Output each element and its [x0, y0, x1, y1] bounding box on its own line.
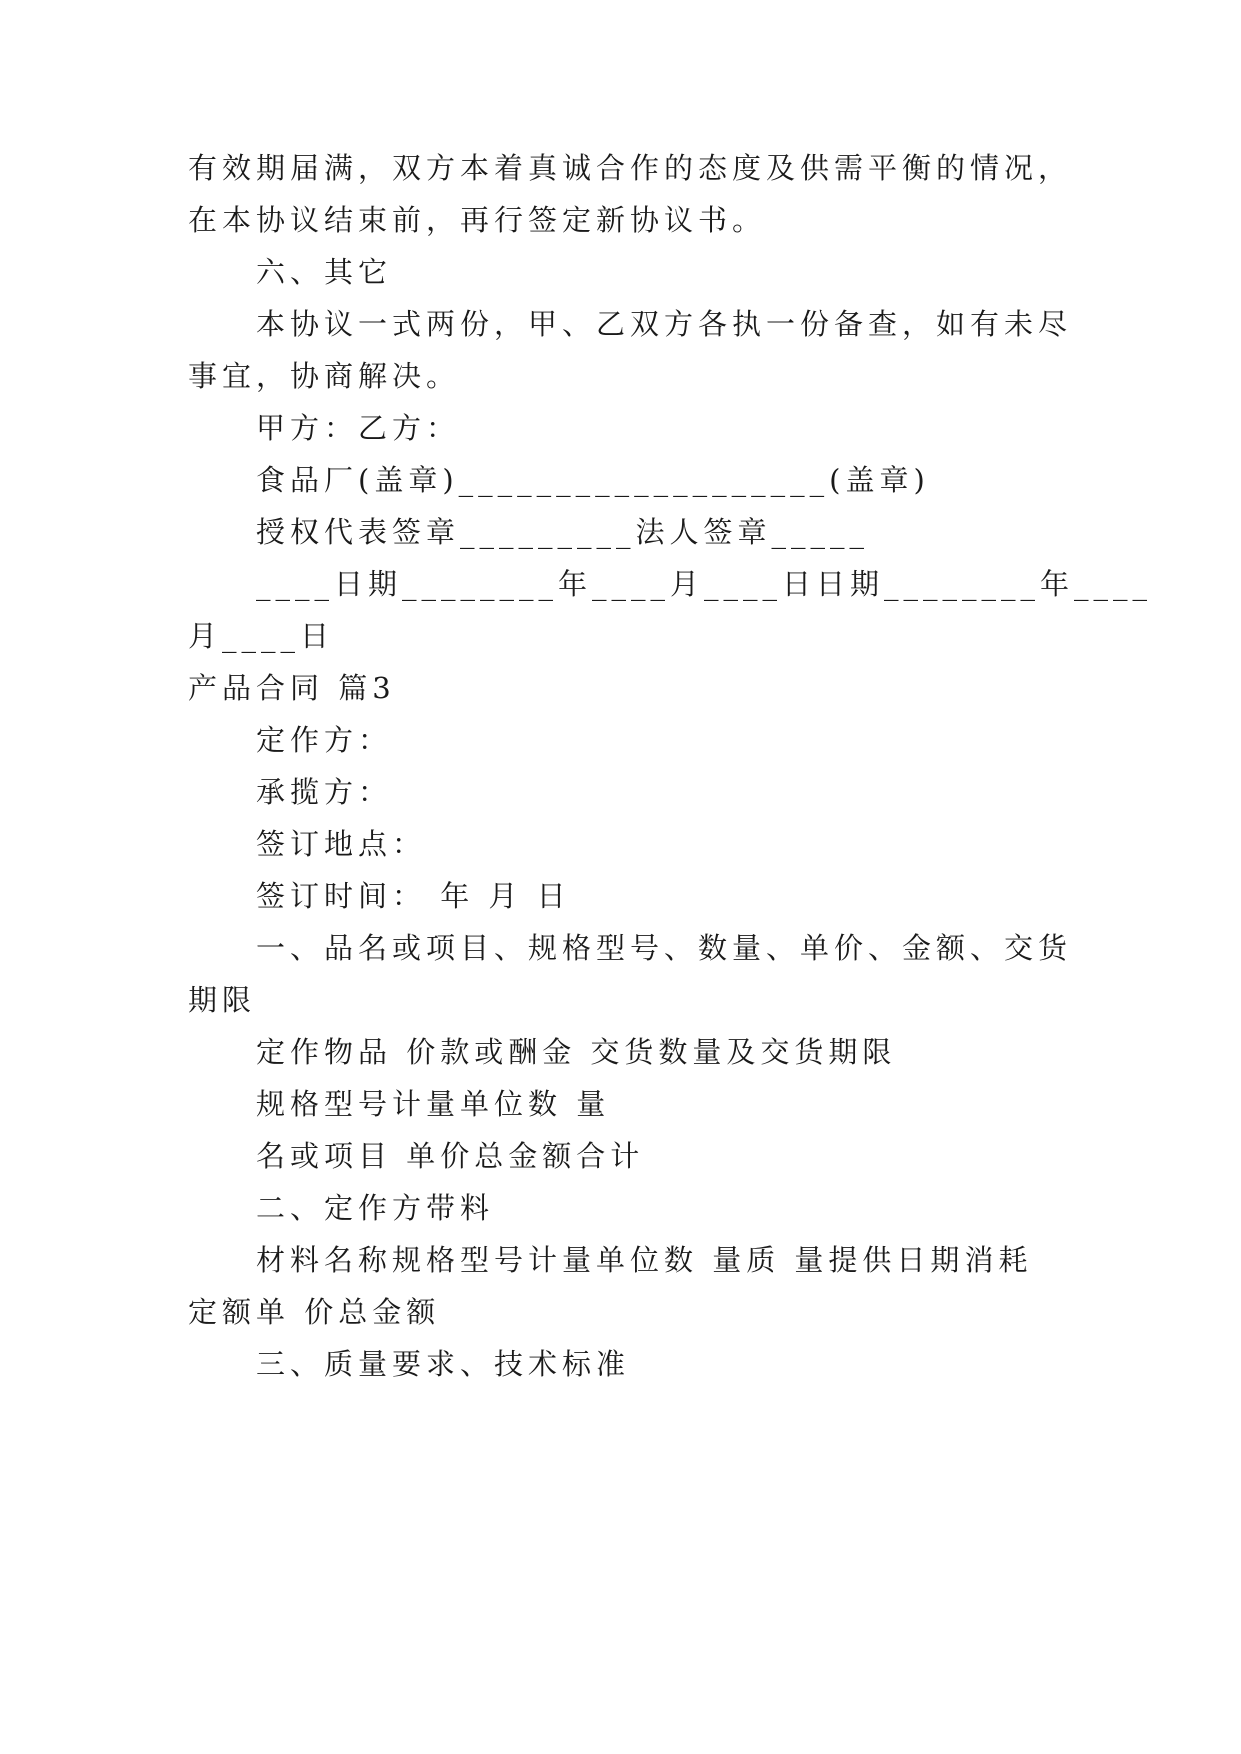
table-header-line-continued: 定额单 价总金额 [188, 1295, 441, 1329]
signature-line: 授权代表签章_________法人签章_____ [256, 515, 870, 549]
date-line-continued: 月____日 [188, 619, 335, 653]
table-header-line: 材料名称规格型号计量单位数 量质 量提供日期消耗 [256, 1243, 1033, 1277]
field-line: 签订时间： 年 月 日 [256, 879, 571, 913]
section-heading: 三、质量要求、技术标准 [256, 1347, 631, 1381]
party-labels: 甲方：乙方： [256, 411, 461, 445]
date-line: ____日期________年____月____日日期________年____ [256, 567, 1153, 601]
paragraph-line: 事宜，协商解决。 [188, 359, 461, 393]
paragraph-line: 在本协议结束前，再行签定新协议书。 [188, 203, 767, 237]
section-heading: 一、品名或项目、规格型号、数量、单价、金额、交货 [256, 931, 1073, 965]
section-heading: 六、其它 [256, 255, 393, 289]
paragraph-line: 有效期届满，双方本着真诚合作的态度及供需平衡的情况， [188, 151, 1073, 185]
field-line: 承揽方： [256, 775, 393, 809]
table-header-line: 定作物品 价款或酬金 交货数量及交货期限 [256, 1035, 897, 1069]
table-header-line: 名或项目 单价总金额合计 [256, 1139, 645, 1173]
section-heading: 二、定作方带料 [256, 1191, 495, 1225]
section-heading-continued: 期限 [188, 983, 257, 1017]
table-header-line: 规格型号计量单位数 量 [256, 1087, 611, 1121]
seal-line: 食品厂(盖章)___________________(盖章) [256, 463, 930, 497]
field-line: 定作方： [256, 723, 393, 757]
contract-title: 产品合同 篇3 [188, 671, 396, 705]
field-line: 签订地点： [256, 827, 427, 861]
paragraph-line: 本协议一式两份，甲、乙双方各执一份备查，如有未尽 [256, 307, 1073, 341]
